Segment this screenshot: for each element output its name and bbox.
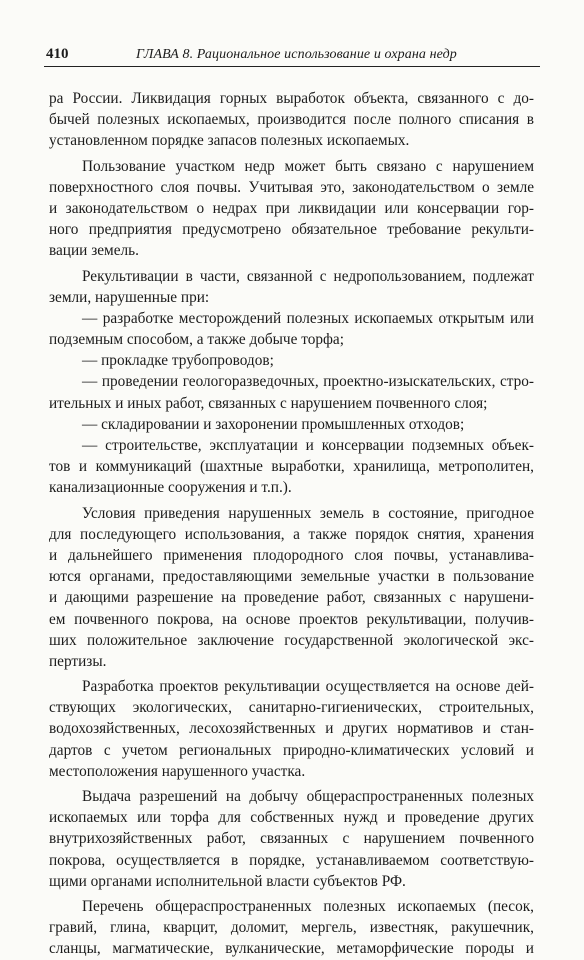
- text-line: водохозяйственных, лесохозяйственных и других нормативов и стан-: [49, 720, 534, 738]
- text-line: — прокладке трубопроводов;: [82, 352, 274, 370]
- page-header: [44, 44, 540, 67]
- text-line: бычей полезных ископаемых, производится после полного списания в: [49, 111, 534, 129]
- text-line: Условия приведения нарушенных земель в состояние, пригодное: [82, 504, 534, 522]
- text-line: тов и коммуникаций (шахтные выработки, хранилища, метрополитен,: [49, 458, 534, 476]
- text-line: ших положительное заключение государственной экологической экс-: [49, 631, 534, 649]
- text-line: Пользование участком недр может быть связано с нарушением: [82, 157, 534, 175]
- text-line: для последующего использования, а также порядок снятия, хранения: [49, 525, 534, 543]
- running-head: ГЛАВА 8. Рациональное использование и охрана недр: [136, 47, 457, 62]
- text-line: и дальнейшего применения плодородного слоя почвы, устанавлива-: [49, 546, 534, 564]
- text-line: покрова, осуществляется в порядке, устанавливаемом соответствую-: [49, 851, 534, 869]
- page-number: 410: [46, 46, 69, 62]
- text-line: ствующих экологических, санитарно-гигиенических, строительных,: [49, 699, 534, 717]
- text-line: вации земель.: [49, 242, 139, 260]
- text-line: земли, нарушенные при:: [49, 288, 210, 306]
- text-line: — строительстве, эксплуатации и консервации подземных объек-: [82, 437, 534, 454]
- text-line: ются органами, предоставляющими земельные участки в пользование: [49, 568, 534, 586]
- text-line: Перечень общераспространенных полезных ископаемых (песок,: [82, 897, 534, 915]
- text-line: Рекультивации в части, связанной с недропользованием, подлежат: [82, 267, 534, 285]
- text-line: Разработка проектов рекультивации осуществляется на основе дей-: [82, 678, 534, 696]
- text-line: ра России. Ликвидация горных выработок объекта, связанного с до-: [49, 90, 534, 107]
- text-line: — складировании и захоронении промышленных отходов;: [82, 415, 465, 433]
- text-line: внутрихозяйственных работ, связанных с нарушением почвенного: [49, 830, 534, 848]
- text-line: ископаемых или торфа для собственных нужд и проведение других: [49, 809, 534, 827]
- text-line: местоположения нарушенного участка.: [49, 762, 306, 780]
- text-line: ительных и иных работ, связанных с нарушением почвенного слоя;: [49, 394, 488, 412]
- text-line: пертизы.: [49, 652, 107, 670]
- text-line: — разработке месторождений полезных ископаемых открытым или: [82, 309, 534, 327]
- text-line: дартов с учетом региональных природно-климатических условий и: [49, 741, 534, 759]
- text-line: ного предприятия предусмотрено обязательное требование рекульти-: [49, 221, 534, 239]
- text-line: и законодательством о недрах при ликвидации или консервации гор-: [49, 199, 534, 217]
- text-line: установленном порядке запасов полезных ископаемых.: [49, 132, 410, 150]
- text-line: канализационные сооружения и т.п.).: [49, 479, 292, 497]
- body-text: [49, 88, 534, 960]
- text-line: — проведении геологоразведочных, проектно-изыскательских, стро-: [82, 373, 534, 391]
- text-line: и дающими разрешение на проведение работ, связанных с нарушени-: [49, 589, 534, 607]
- text-line: подземным способом, а также добыче торфа;: [49, 331, 344, 349]
- text-line: сланцы, магматические, вулканические, метаморфические породы и: [49, 940, 534, 958]
- text-line: ем почвенного покрова, на основе проектов рекультивации, получив-: [49, 610, 534, 628]
- text-line: поверхностного слоя почвы. Учитывая это, законодательством о земле: [49, 178, 534, 196]
- text-line: щими органами исполнительной власти субъектов РФ.: [49, 872, 406, 890]
- text-line: Выдача разрешений на добычу общераспространенных полезных: [82, 788, 534, 805]
- text-line: гравий, глина, кварцит, доломит, мергель, известняк, ракушечник,: [49, 919, 534, 937]
